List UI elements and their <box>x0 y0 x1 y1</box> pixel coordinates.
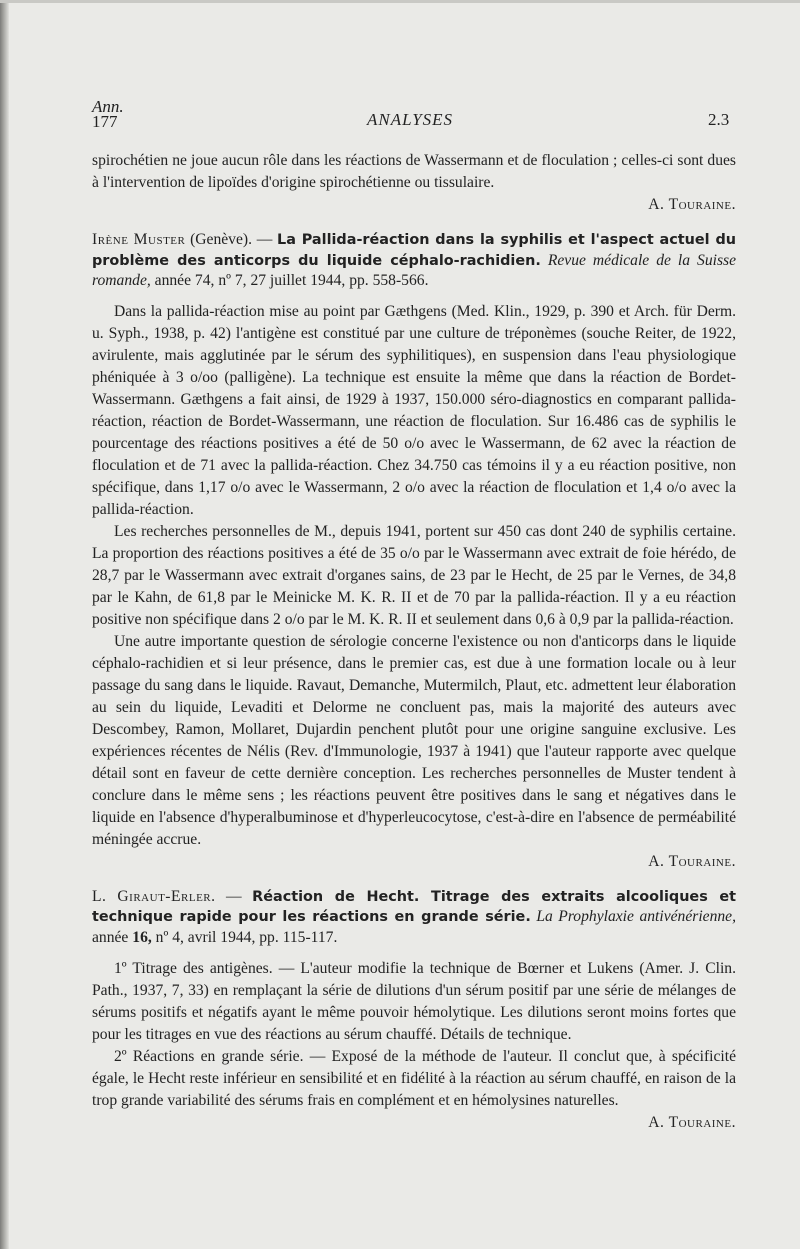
article2-author: L. Giraut-Erler. <box>92 887 216 905</box>
article2-signature: A. Touraine. <box>648 1113 736 1131</box>
page-edge-shadow <box>0 0 9 1249</box>
article1-journal: Revue médicale de la Suisse romande, <box>92 251 737 290</box>
article2-paragraph-2: 2º Réactions en grande série. — Exposé de la méthode de l'auteur. Il conclut que, à spécificité égale, le Hecht reste inférieur en sensibilité et en fidélité à la réaction au sérum chauffé, en raison de la trop grande variabilité des sérums frais en complément et en hémolysines naturelles. <box>92 1047 736 1109</box>
article1-paragraph-2: Les recherches personnelles de M., depuis 1941, portent sur 450 cas dont 240 de syphilis certaine. La proportion des réactions positives a été de 35 o/o par le Wassermann avec extrait de foie hérédo, de 28,7 par le Wassermann avec extrait d'organes sains, de 23 par le Hecht, de 25 par le Vernes, de 34,8 par le Kahn, de 61,8 par le Meinicke M. K. R. II et de 70 par la pallida-réaction. Il y a eu réaction positive non spécifique dans 2 o/o par le M. K. R. II et seulement dans 0,6 à 0,9 par la pallida-réaction. <box>92 522 736 628</box>
article1-signature: A. Touraine. <box>648 852 736 870</box>
article2-meta-pre: année <box>92 928 129 946</box>
article2-meta-post: nº 4, avril 1944, pp. 115-117. <box>155 928 338 946</box>
continuation-paragraph: spirochétien ne joue aucun rôle dans les réactions de Wassermann et de floculation ; celles-ci sont dues à l'intervention de lipoïdes d'origine spirochétienne ou tissulaire. <box>92 152 736 191</box>
article2-title: Réaction de Hecht. Titrage des extraits alcooliques et technique rapide pour les réactions en grande série. <box>92 888 737 926</box>
running-title: ANALYSES <box>367 110 454 129</box>
page-top-edge <box>0 0 800 3</box>
article2-paragraph-1: 1º Titrage des antigènes. — L'auteur modifie la technique de Bœrner et Lukens (Amer. J. Clin. Path., 1937, 7, 33) en remplaçant la série de dilutions d'un sérum positif par une série de mélanges de sérums positifs et négatifs ayant le même pouvoir hémolytique. Les dilutions seront moins fortes que pour les titrages en vue des réactions au sérum chauffé. Détails de technique. <box>92 959 736 1043</box>
article1-paragraph-3: Une autre importante question de sérologie concerne l'existence ou non d'anticorps dans le liquide céphalo-rachidien et si leur présence, dans le premier cas, est due à une formation locale ou à leur passage du sang dans le liquide. Ravaut, Demanche, Mutermilch, Plaut, etc. admettent leur élaboration au sein du liquide, Levaditi et Delorme ne concluent pas, mais la majorité des auteurs avec Descombey, Ramon, Mollaret, Dujardin penchent plutôt pour une origine sanguine exclusive. Les expériences récentes de Nélis (Rev. d'Immunologie, 1937 à 1941) que l'auteur rapporte avec quelque détail sont en faveur de cette dernière conception. Les recherches personnelles de Muster tendent à conclure dans le même sens ; les réactions peuvent être positives dans le sang et négatives dans le liquide en l'absence d'hyperalbuminose et d'hyperleucocytose, c'est-à-dire en l'absence de perméabilité méningée accrue. <box>92 632 736 848</box>
continuation-signature: A. Touraine. <box>648 196 736 213</box>
article2-volume: 16, <box>132 928 152 946</box>
header-ann: Ann. <box>92 97 124 116</box>
article1-title: La Pallida-réaction dans la syphilis et l'aspect actuel du problème des anticorps du liquide céphalo-rachidien. <box>92 232 736 269</box>
page-number: 2.3 <box>708 110 730 129</box>
article1-author: Irène Muster <box>92 231 186 248</box>
header-volume: 177 <box>92 112 118 131</box>
article1-reference <box>92 230 736 291</box>
article1-meta: année 74, nº 7, 27 juillet 1944, pp. 558-566. <box>154 272 429 290</box>
article2-journal: La Prophylaxie antivénérienne, <box>536 908 736 926</box>
article1-affiliation: (Genève). — <box>190 231 273 248</box>
article1-paragraph-1: Dans la pallida-réaction mise au point par Gæthgens (Med. Klin., 1929, p. 390 et Arch. für Derm. u. Syph., 1938, p. 42) l'antigène est constitué par une culture de tréponèmes (souche Reiter, de 1922, avirulente, mais agglutinée par le sérum des syphilitiques), en suspension dans l'eau physiologique phéniquée à 3 o/oo (palligène). La technique est ensuite la même que dans la réaction de Bordet-Wassermann. Gæthgens a fait ainsi, de 1929 à 1937, 150.000 séro-diagnostics en comparant pallida-réaction, réaction de Bordet-Wassermann, une réaction de floculation. Sur 16.486 cas de syphilis le pourcentage des réactions positives a été de 50 o/o avec le Wassermann, de 62 avec la réaction de floculation et de 71 avec la pallida-réaction. Chez 34.750 cas témoins il y a eu réaction positive, non spécifique, dans 1,17 o/o avec le Wassermann, 2 o/o avec la réaction de floculation et 1,4 o/o avec la pallida-réaction. <box>92 302 736 518</box>
article2-reference <box>92 887 736 948</box>
article2-dash: — <box>226 887 242 905</box>
page-content <box>92 150 736 1134</box>
